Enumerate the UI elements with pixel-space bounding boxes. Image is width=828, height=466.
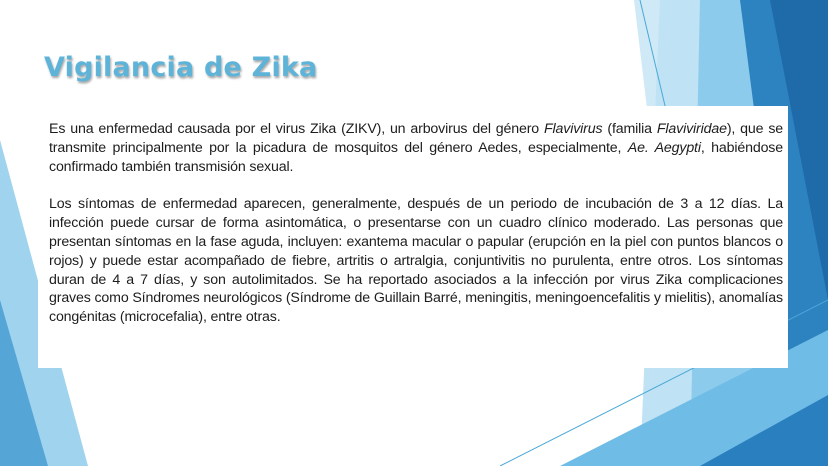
paragraph-definition-text-2: (familia bbox=[602, 121, 657, 137]
slide-title: Vigilancia de Zika bbox=[44, 52, 318, 83]
content-box bbox=[38, 106, 788, 368]
genus-flavivirus: Flavivirus bbox=[544, 121, 603, 137]
family-flaviviridae: Flaviviridae bbox=[656, 121, 727, 137]
species-ae-aegypti: Ae. Aegypti bbox=[627, 139, 701, 156]
paragraph-definition-text-3: ), que se transmite principalmente por la picadura de mosquitos del género Aedes, especialmente, bbox=[49, 121, 784, 156]
paragraph-symptoms: Los síntomas de enfermedad aparecen, generalmente, después de un periodo de incubación de 3 a 12 días. La infección puede cursar de forma asintomática, o presentarse con un cuadro clínico moderado. Las personas que presentan síntomas en la fase aguda, incluyen: exantema macular o papular (erupción en la piel con puntos blancos o rojos) y puede estar acompañado de fiebre, artritis o artralgia, conjuntivitis no purulenta, entre otros. Los síntomas duran de 4 a 7 días, y son autolimitados. Se ha reportado asociados a la infección por virus Zika complicaciones graves como Síndromes neurológicos (Síndrome de Guillain Barré, meningitis, meningoencefalitis y mielitis), anomalías congénitas (microcefalia), entre otras. bbox=[49, 196, 783, 326]
paragraph-definition-text-1: Es una enfermedad causada por el virus Zika (ZIKV), un arbovirus del género bbox=[49, 121, 545, 137]
paragraph-definition-text-4: , habiéndose confirmado también transmisión sexual. bbox=[49, 139, 783, 175]
paragraph-definition bbox=[49, 120, 783, 176]
